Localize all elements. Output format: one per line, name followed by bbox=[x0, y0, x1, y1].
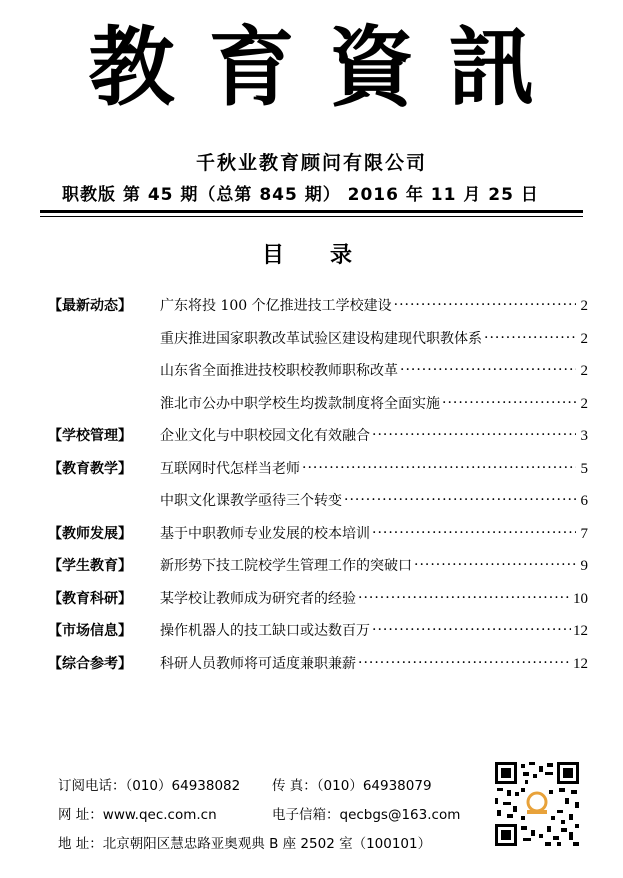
toc-entry-title: 某学校让教师成为研究者的经验 bbox=[160, 590, 356, 607]
toc-leader bbox=[484, 332, 576, 346]
toc-page-number: 2 bbox=[580, 363, 588, 380]
toc-entry-title: 淮北市公办中职学校生均拨款制度将全面实施 bbox=[160, 395, 440, 412]
toc-page-number: 10 bbox=[573, 590, 588, 607]
footer-row-web bbox=[58, 805, 478, 834]
toc-row[interactable] bbox=[48, 453, 588, 486]
toc-row[interactable] bbox=[48, 518, 588, 551]
toc-leader bbox=[372, 429, 576, 443]
toc-leader bbox=[400, 364, 576, 378]
toc-leader bbox=[372, 527, 576, 541]
toc-category: 【教育科研】 bbox=[48, 590, 132, 607]
toc-page-number: 5 bbox=[580, 460, 588, 477]
fax-label: 传 真： bbox=[272, 778, 317, 794]
toc-leader bbox=[358, 592, 571, 606]
toc-title: 目录 bbox=[262, 243, 399, 268]
toc-entry-title: 新形势下技工院校学生管理工作的突破口 bbox=[160, 558, 412, 575]
masthead-title: 教育資訊 bbox=[88, 17, 569, 118]
toc-row[interactable] bbox=[48, 648, 588, 681]
toc-page-number: 2 bbox=[580, 298, 588, 315]
toc-page-number: 3 bbox=[580, 428, 588, 445]
toc-row[interactable] bbox=[48, 583, 588, 616]
toc-row[interactable] bbox=[48, 388, 588, 421]
toc-category: 【教育教学】 bbox=[48, 460, 132, 477]
toc-leader bbox=[372, 624, 571, 638]
toc-leader bbox=[394, 299, 576, 313]
toc-leader bbox=[358, 657, 571, 671]
toc-category: 【综合参考】 bbox=[48, 655, 132, 672]
subscribe-phone-label: 订阅电话： bbox=[58, 778, 126, 794]
toc-entry-title: 科研人员教师将可适度兼职兼薪 bbox=[160, 655, 356, 672]
header-rule-thick bbox=[40, 210, 583, 213]
toc-entry-title: 中职文化课教学亟待三个转变 bbox=[160, 493, 342, 510]
toc-entry-title: 企业文化与中职校园文化有效融合 bbox=[160, 428, 370, 445]
toc-row[interactable] bbox=[48, 485, 588, 518]
toc-category: 【最新动态】 bbox=[48, 298, 132, 315]
subscribe-phone-value[interactable]: （010）64938082 bbox=[125, 778, 241, 794]
website-link[interactable]: www.qec.com.cn bbox=[102, 807, 217, 823]
toc-category: 【市场信息】 bbox=[48, 623, 132, 640]
toc-row[interactable] bbox=[48, 355, 588, 388]
fax-value: （010）64938079 bbox=[316, 778, 432, 794]
email-link[interactable]: qecbgs@163.com bbox=[339, 807, 461, 823]
toc-page-number: 7 bbox=[580, 525, 588, 542]
address-label: 地 址： bbox=[58, 836, 103, 852]
toc-page-number: 12 bbox=[573, 623, 588, 640]
toc-entry-title: 操作机器人的技工缺口或达数百万 bbox=[160, 623, 370, 640]
toc-leader bbox=[344, 494, 576, 508]
footer-row-address bbox=[58, 834, 478, 863]
toc-row[interactable] bbox=[48, 420, 588, 453]
toc-row[interactable] bbox=[48, 323, 588, 356]
toc-leader bbox=[302, 462, 576, 476]
toc-entry-title: 重庆推进国家职教改革试验区建设构建现代职教体系 bbox=[160, 330, 482, 347]
toc-entry-title: 互联网时代怎样当老师 bbox=[160, 460, 300, 477]
toc-leader bbox=[442, 397, 576, 411]
address-value: 北京朝阳区慧忠路亚奥观典 B 座 2502 室（100101） bbox=[102, 836, 432, 852]
issue-line: 职教版 第 45 期（总第 845 期） 2016 年 11 月 25 日 bbox=[62, 185, 539, 205]
footer-row-phone bbox=[58, 776, 478, 805]
toc-entry-title: 广东将投 100 个亿推进技工学校建设 bbox=[160, 298, 392, 315]
toc-row[interactable] bbox=[48, 550, 588, 583]
header-rule-thin bbox=[40, 216, 583, 217]
toc-page-number: 12 bbox=[573, 655, 588, 672]
toc-page-number: 6 bbox=[580, 493, 588, 510]
email-label: 电子信箱： bbox=[272, 807, 340, 823]
toc-leader bbox=[414, 559, 576, 573]
toc-category: 【学生教育】 bbox=[48, 558, 132, 575]
toc-page-number: 2 bbox=[580, 330, 588, 347]
toc-row[interactable] bbox=[48, 615, 588, 648]
toc-entry-title: 山东省全面推进技校职校教师职称改革 bbox=[160, 363, 398, 380]
table-of-contents bbox=[48, 290, 588, 680]
website-label: 网 址： bbox=[58, 807, 103, 823]
toc-row[interactable] bbox=[48, 290, 588, 323]
toc-category: 【教师发展】 bbox=[48, 525, 132, 542]
qr-code-icon bbox=[495, 762, 579, 846]
contact-footer bbox=[58, 776, 478, 863]
toc-page-number: 9 bbox=[580, 558, 588, 575]
toc-page-number: 2 bbox=[580, 395, 588, 412]
toc-entry-title: 基于中职教师专业发展的校本培训 bbox=[160, 525, 370, 542]
toc-category: 【学校管理】 bbox=[48, 428, 132, 445]
company-name: 千秋业教育顾问有限公司 bbox=[195, 152, 427, 174]
